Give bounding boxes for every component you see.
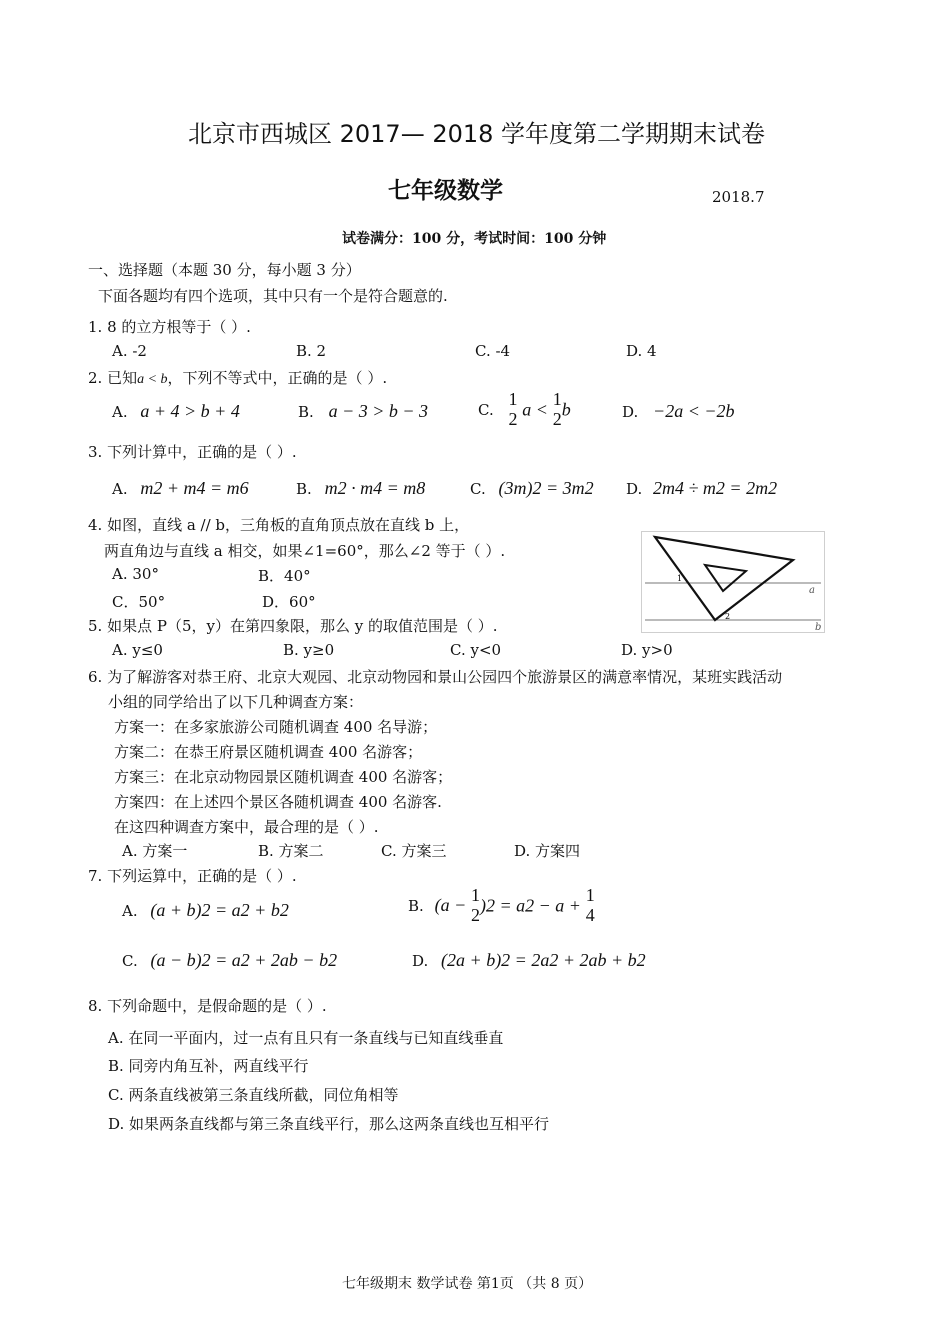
q4-figure — [641, 531, 825, 633]
q5-option-b: B. y≥0 — [283, 641, 335, 659]
section-heading: 一、选择题（本题 30 分，每小题 3 分） — [88, 261, 361, 279]
q2-a-label: A. — [112, 403, 128, 421]
q7-b-num2: 1 — [585, 885, 595, 905]
page-footer: 七年级期末 数学试卷 第1页 （共 8 页） — [342, 1276, 593, 1292]
q2-stem — [88, 367, 387, 388]
q6-ask: 在这四种调查方案中，最合理的是（ ）. — [114, 818, 379, 836]
triangle-outer — [655, 537, 793, 620]
q2-c-frac1 — [509, 390, 518, 430]
q7-d-expr: (2a + b)2 = 2a2 + 2ab + b2 — [441, 950, 646, 970]
q6-plan2: 方案二：在恭王府景区随机调查 400 名游客； — [114, 743, 423, 761]
q8-option-d: D. 如果两条直线都与第三条直线平行，那么这两条直线也互相平行 — [108, 1115, 550, 1133]
q3-c-label: C. — [470, 480, 486, 498]
exam-info: 试卷满分：100 分，考试时间：100 分钟 — [342, 231, 607, 247]
triangle-inner — [705, 565, 746, 591]
exam-title: 北京市西城区 2017— 2018 学年度第二学期期末试卷 — [188, 120, 766, 148]
q2-c-den2: 2 — [552, 408, 562, 429]
q2-d-expr: −2a < −2b — [653, 401, 735, 421]
q3-option-c — [470, 478, 594, 499]
q6-plan1: 方案一：在多家旅游公司随机调查 400 名导游； — [114, 718, 438, 736]
q2-c-end: b — [561, 399, 571, 420]
q2-stem-post: ，下列不等式中，正确的是（ ）. — [167, 369, 388, 387]
q1-stem: 1. 8 的立方根等于（ ）. — [88, 318, 251, 336]
line-a-label: a — [809, 585, 815, 596]
q2-c-den: 2 — [508, 408, 518, 429]
q2-c-num: 1 — [508, 389, 518, 409]
q7-option-d — [412, 950, 646, 971]
q5-option-a: A. y≤0 — [112, 641, 163, 659]
q1-option-a: A. -2 — [112, 342, 147, 360]
q8-option-c: C. 两条直线被第三条直线所截，同位角相等 — [108, 1086, 399, 1104]
q2-condition: a < b — [137, 372, 168, 387]
q7-stem: 7. 下列运算中，正确的是（ ）. — [88, 867, 297, 885]
q2-option-c — [478, 390, 571, 430]
q7-b-frac1 — [471, 886, 480, 926]
q8-option-b: B. 同旁内角互补，两直线平行 — [108, 1057, 309, 1075]
q7-a-expr: (a + b)2 = a2 + b2 — [150, 900, 289, 920]
q7-option-c — [122, 950, 337, 971]
q2-c-frac2 — [553, 390, 562, 430]
q3-option-b — [296, 478, 425, 499]
q3-stem: 3. 下列计算中，正确的是（ ）. — [88, 443, 297, 461]
q4-option-c: C．50° — [112, 593, 166, 611]
q3-d-expr: 2m4 ÷ m2 = 2m2 — [653, 478, 778, 498]
q2-b-expr: a − 3 > b − 3 — [328, 401, 429, 421]
q8-stem: 8. 下列命题中，是假命题的是（ ）. — [88, 997, 327, 1015]
q4-option-b: B．40° — [258, 567, 311, 585]
q6-plan4: 方案四：在上述四个景区各随机调查 400 名游客. — [114, 793, 442, 811]
q3-a-label: A. — [112, 480, 128, 498]
q6-option-c: C. 方案三 — [381, 842, 447, 860]
q2-stem-pre: 2. 已知 — [88, 369, 138, 387]
line-b-label: b — [815, 622, 822, 633]
q7-b-den: 2 — [471, 904, 480, 925]
q3-c-expr: (3m)2 = 3m2 — [498, 478, 594, 498]
q1-option-d: D. 4 — [626, 342, 657, 360]
q7-a-label: A. — [122, 902, 138, 920]
q3-option-a — [112, 478, 249, 499]
q3-a-expr: m2 + m4 = m6 — [140, 478, 249, 498]
q3-b-expr: m2 · m4 = m8 — [324, 478, 426, 498]
q2-c-num2: 1 — [552, 389, 562, 409]
angle-2-label: 2 — [725, 612, 731, 621]
q7-option-a — [122, 900, 289, 921]
q2-option-a — [112, 401, 240, 422]
q7-b-num: 1 — [471, 885, 480, 905]
q1-option-b: B. 2 — [296, 342, 327, 360]
section-instruction: 下面各题均有四个选项，其中只有一个是符合题意的. — [98, 287, 448, 305]
q2-b-label: B. — [298, 403, 314, 421]
q4-line2: 两直角边与直线 a 相交，如果∠1=60°，那么∠2 等于（ ）. — [104, 542, 506, 560]
q2-d-label: D. — [622, 403, 639, 421]
q2-option-d — [622, 401, 735, 422]
q5-option-d: D. y>0 — [621, 641, 673, 659]
q7-b-den2: 4 — [585, 904, 595, 925]
q3-b-label: B. — [296, 480, 312, 498]
q6-line2: 小组的同学给出了以下几种调查方案： — [108, 693, 364, 711]
q7-b-pre: (a − — [434, 895, 467, 916]
q4-option-a: A. 30° — [112, 565, 159, 583]
q6-option-d: D. 方案四 — [514, 842, 581, 860]
q7-b-frac2 — [586, 886, 595, 926]
q2-c-mid: a < — [522, 399, 548, 420]
q5-stem: 5. 如果点 P（5，y）在第四象限，那么 y 的取值范围是（ ）. — [88, 617, 498, 635]
q6-line1: 6. 为了解游客对恭王府、北京大观园、北京动物园和景山公园四个旅游景区的满意率情况，某班实践活动 — [88, 668, 783, 686]
q7-c-label: C. — [122, 952, 138, 970]
exam-subtitle: 七年级数学 — [388, 178, 503, 204]
q7-d-label: D. — [412, 952, 429, 970]
q7-option-b — [408, 886, 595, 926]
q7-c-expr: (a − b)2 = a2 + 2ab − b2 — [150, 950, 338, 970]
exam-date: 2018.7 — [712, 188, 765, 206]
q7-b-mid: )2 = a2 − a + — [480, 895, 581, 916]
q6-plan3: 方案三：在北京动物园景区随机调查 400 名游客； — [114, 768, 453, 786]
q3-option-d — [626, 478, 777, 499]
q2-c-label: C. — [478, 400, 494, 419]
q5-option-c: C. y<0 — [450, 641, 502, 659]
q2-option-b — [298, 401, 428, 422]
q7-b-label: B. — [408, 896, 424, 915]
q2-a-expr: a + 4 > b + 4 — [140, 401, 240, 421]
q6-option-a: A. 方案一 — [122, 842, 188, 860]
q8-option-a: A. 在同一平面内，过一点有且只有一条直线与已知直线垂直 — [108, 1029, 504, 1047]
angle-1-label: 1 — [677, 574, 683, 583]
q6-option-b: B. 方案二 — [258, 842, 324, 860]
q1-option-c: C. -4 — [475, 342, 511, 360]
q4-line1: 4. 如图，直线 a // b，三角板的直角顶点放在直线 b 上， — [88, 516, 470, 534]
q4-option-d: D．60° — [262, 593, 316, 611]
q3-d-label: D. — [626, 480, 643, 498]
